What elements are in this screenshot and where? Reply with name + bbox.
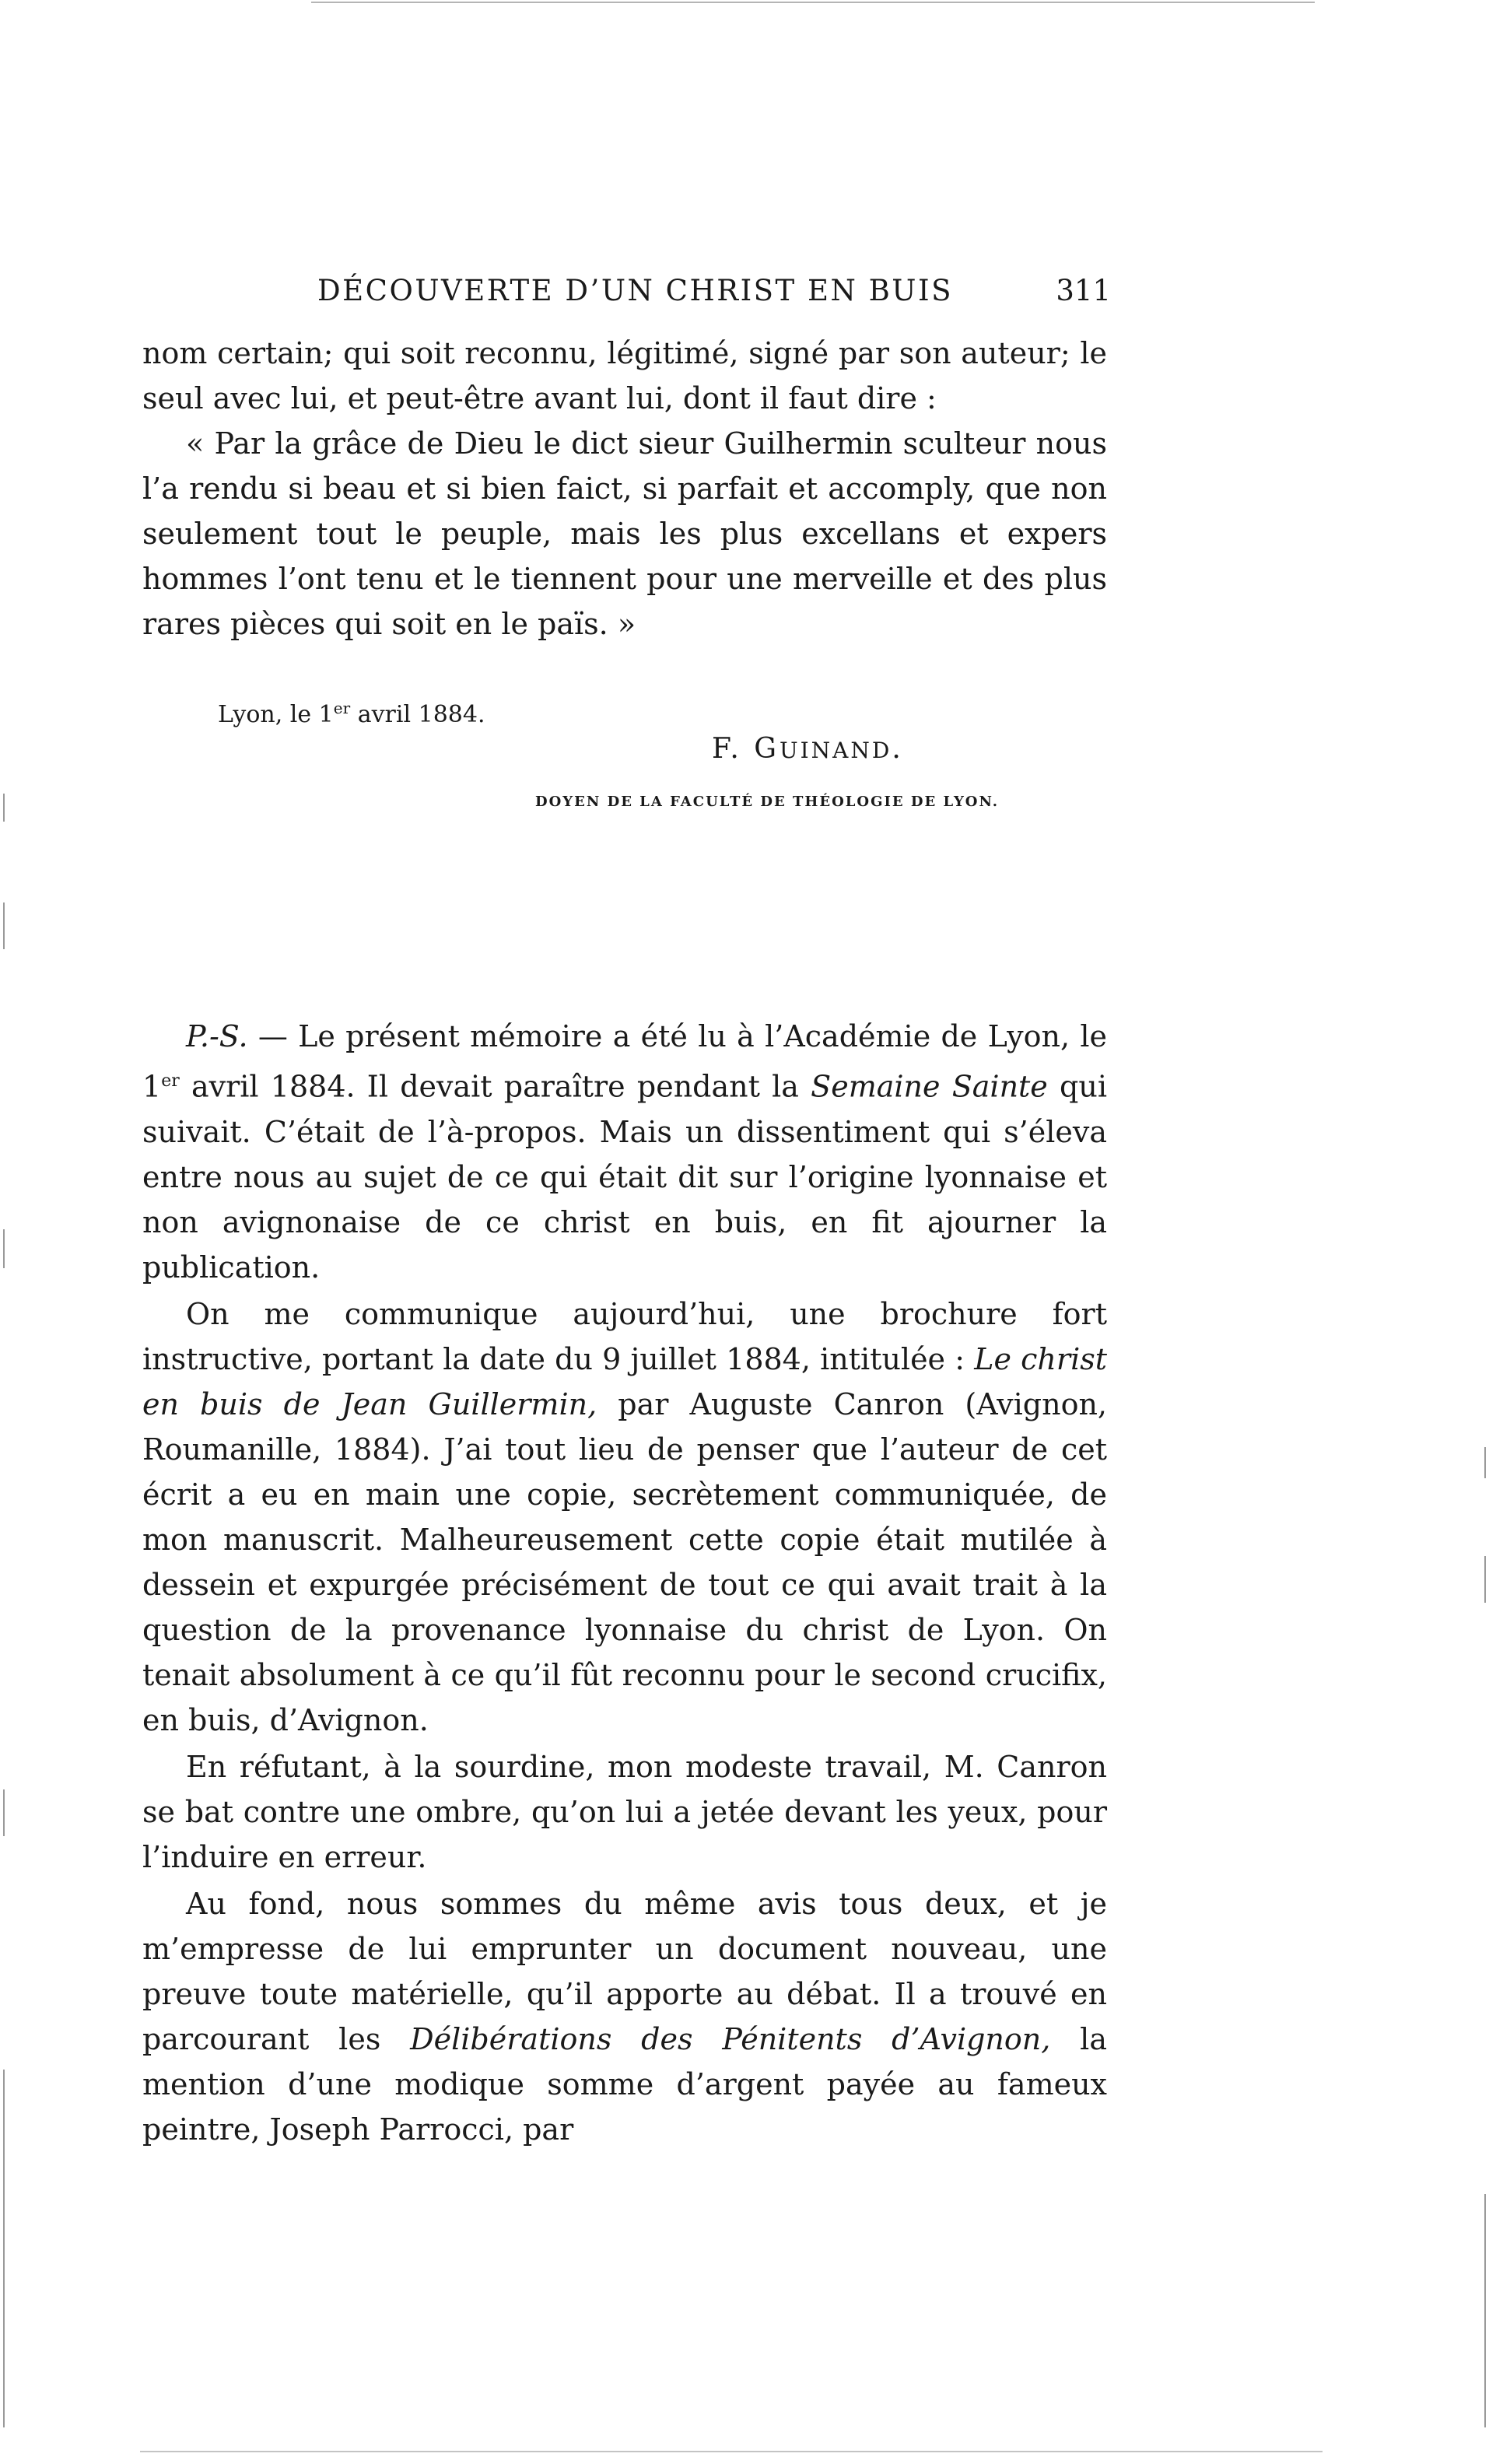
scan-margin-mark — [1484, 2194, 1486, 2427]
scan-margin-mark — [3, 2070, 5, 2427]
postscript-label: P.-S. — [186, 1019, 248, 1053]
text-run: la mention d’une modique somme d’argent payée au fameux peintre, Joseph Parrocci, par — [142, 2021, 1107, 2147]
dateline-prefix: Lyon, le 1 — [218, 701, 334, 728]
text-run: Au fond, nous sommes du même avis tous deux, et je m’empresse de lui emprunter un document nouveau, une preuve toute matérielle, qu’il apporte au débat. Il a trouvé en parcourant les — [142, 1886, 1107, 2056]
paragraph-continuation: nom certain; qui soit reconnu, légitimé, signé par son auteur; le seul avec lui, et peut-être avant lui, dont il faut dire : — [142, 336, 1107, 415]
dateline — [218, 699, 485, 728]
text-run: On me communique aujourd’hui, une brochure fort instructive, portant la date du 9 juillet 1884, intitulée : — [142, 1296, 1107, 1376]
author-signature — [712, 733, 904, 765]
dateline-suffix: avril 1884. — [350, 701, 485, 728]
text-run: — Le présent mémoire a été lu à l’Académie de Lyon, le 1 — [142, 1019, 1107, 1104]
scan-margin-mark — [3, 794, 5, 822]
header-title: DÉCOUVERTE D’UN CHRIST EN BUIS — [317, 274, 953, 307]
page-number: 311 — [1056, 274, 1111, 307]
postscript — [142, 1014, 1107, 2152]
postscript-paragraph: En réfutant, à la sourdine, mon modeste travail, M. Canron se bat contre une ombre, qu’on lui a jetée devant les yeux, pour l’induire en erreur. — [142, 1749, 1107, 1874]
quoted-passage: « Par la grâce de Dieu le dict sieur Guilhermin sculteur nous l’a rendu si beau et si bien faict, si parfait et accomply, que non seulement tout le peuple, mais les plus excellans et expers hommes l’ont tenu et le tiennent pour une merveille et des plus rares pièces qui soit en le païs. » — [142, 426, 1107, 641]
signature-rest: UINAND — [780, 738, 892, 763]
opening-text — [142, 331, 1107, 647]
scan-margin-mark — [3, 1229, 5, 1268]
italic-title: Délibérations des Pénitents d’Avignon, — [410, 2021, 1051, 2056]
signature-initial: F. G — [712, 733, 780, 765]
text-run: qui suivait. C’était de l’à-propos. Mais un dissentiment qui s’éleva entre nous au sujet de ce qui était dit sur l’origine lyonnaise et non avignonaise de ce christ en buis, en fit ajourner la publication. — [142, 1069, 1107, 1285]
scan-margin-mark — [1484, 1447, 1486, 1478]
text-run: avril 1884. Il devait paraître pendant la — [179, 1069, 811, 1104]
scan-margin-mark — [1484, 1556, 1486, 1603]
postscript-paragraph — [142, 1292, 1107, 1743]
dateline-sup: er — [333, 699, 351, 717]
scan-edge-line-top — [311, 2, 1315, 3]
postscript-paragraph — [142, 1014, 1107, 1290]
scan-margin-mark — [3, 903, 5, 949]
scan-margin-mark — [3, 1789, 5, 1836]
author-role: DOYEN DE LA FACULTÉ DE THÉOLOGIE DE LYON. — [535, 794, 1000, 810]
running-header — [317, 274, 1111, 316]
signature-end: . — [892, 733, 904, 765]
postscript-paragraph — [142, 1881, 1107, 2152]
italic-title: Semaine Sainte — [811, 1069, 1048, 1104]
italic-title: Le christ en buis de Jean Guillermin, — [142, 1341, 1107, 1421]
text-run: par Auguste Canron (Avignon, Roumanille, 1884). J’ai tout lieu de penser que l’auteur de cet écrit a eu en main une copie, secrètement communiquée, de mon manuscrit. Malheureusement cette copie était mutilée à dessein et expurgée précisément de tout ce qui avait trait à la question de la provenance lyonnaise du christ de Lyon. On tenait absolument à ce qu’il fût reconnu pour le second crucifix, en buis, d’Avignon. — [142, 1386, 1107, 1737]
text-sup: er — [161, 1071, 180, 1091]
scan-edge-line-bottom — [140, 2451, 1323, 2452]
